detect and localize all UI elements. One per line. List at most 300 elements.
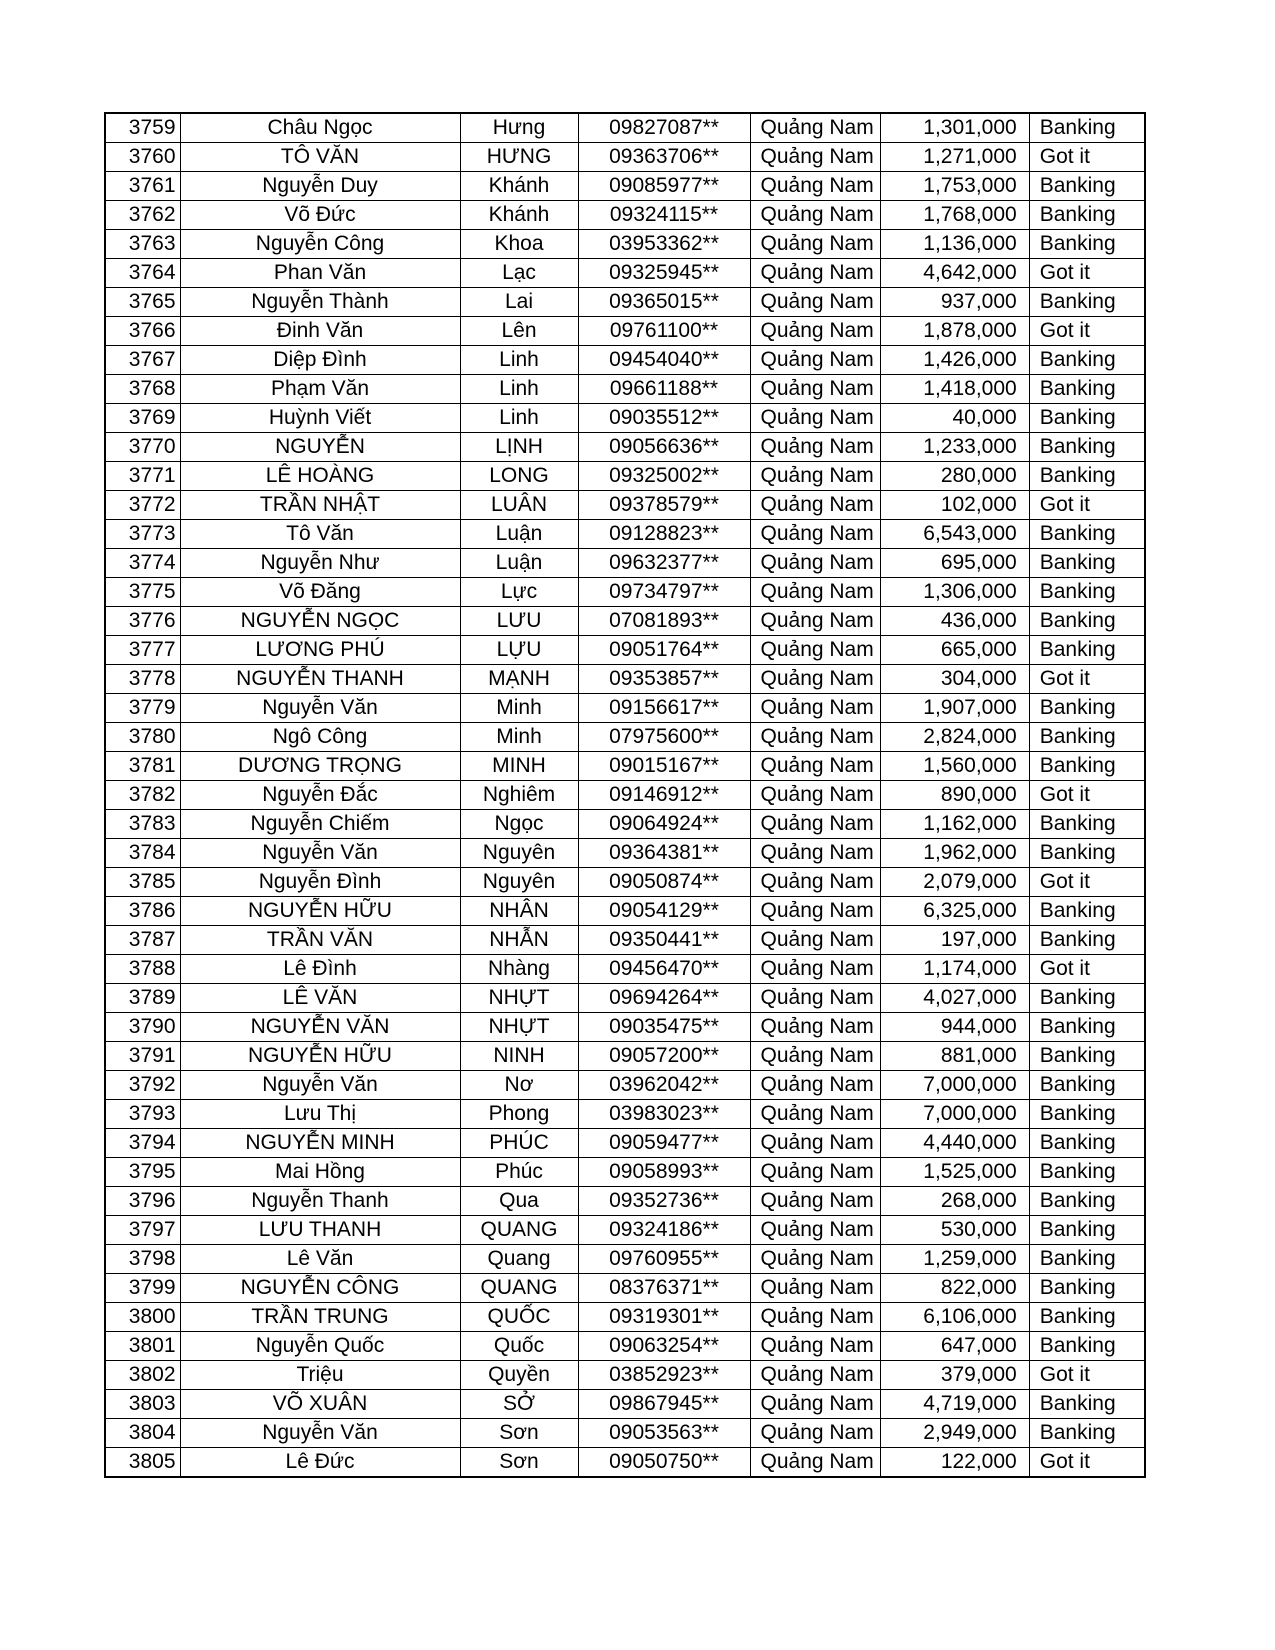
province-cell: Quảng Nam bbox=[750, 1448, 880, 1478]
last-name-cell: VÕ XUÂN bbox=[180, 1390, 460, 1419]
first-name-cell: Nơ bbox=[460, 1071, 578, 1100]
first-name-cell: Quốc bbox=[460, 1332, 578, 1361]
row-number-cell: 3761 bbox=[105, 172, 180, 201]
phone-cell: 09761100** bbox=[578, 317, 750, 346]
row-number-cell: 3778 bbox=[105, 665, 180, 694]
table-row bbox=[105, 230, 1145, 259]
last-name-cell: Nguyễn Quốc bbox=[180, 1332, 460, 1361]
first-name-cell: Phúc bbox=[460, 1158, 578, 1187]
table-row bbox=[105, 752, 1145, 781]
last-name-cell: NGUYỄN HỮU bbox=[180, 1042, 460, 1071]
phone-cell: 09364381** bbox=[578, 839, 750, 868]
amount-cell: 7,000,000 bbox=[880, 1100, 1029, 1129]
first-name-cell: NHỰT bbox=[460, 984, 578, 1013]
first-name-cell: Lực bbox=[460, 578, 578, 607]
amount-cell: 1,259,000 bbox=[880, 1245, 1029, 1274]
row-number-cell: 3788 bbox=[105, 955, 180, 984]
status-cell: Banking bbox=[1029, 1245, 1145, 1274]
province-cell: Quảng Nam bbox=[750, 839, 880, 868]
amount-cell: 1,426,000 bbox=[880, 346, 1029, 375]
phone-cell: 09085977** bbox=[578, 172, 750, 201]
status-cell: Banking bbox=[1029, 230, 1145, 259]
last-name-cell: Ngô Công bbox=[180, 723, 460, 752]
province-cell: Quảng Nam bbox=[750, 810, 880, 839]
row-number-cell: 3787 bbox=[105, 926, 180, 955]
amount-cell: 4,642,000 bbox=[880, 259, 1029, 288]
first-name-cell: Sơn bbox=[460, 1419, 578, 1448]
amount-cell: 1,560,000 bbox=[880, 752, 1029, 781]
first-name-cell: LONG bbox=[460, 462, 578, 491]
row-number-cell: 3768 bbox=[105, 375, 180, 404]
province-cell: Quảng Nam bbox=[750, 1216, 880, 1245]
first-name-cell: Khánh bbox=[460, 172, 578, 201]
table-row bbox=[105, 317, 1145, 346]
first-name-cell: QUANG bbox=[460, 1216, 578, 1245]
amount-cell: 944,000 bbox=[880, 1013, 1029, 1042]
amount-cell: 1,962,000 bbox=[880, 839, 1029, 868]
first-name-cell: NHỰT bbox=[460, 1013, 578, 1042]
row-number-cell: 3800 bbox=[105, 1303, 180, 1332]
amount-cell: 1,233,000 bbox=[880, 433, 1029, 462]
province-cell: Quảng Nam bbox=[750, 897, 880, 926]
row-number-cell: 3799 bbox=[105, 1274, 180, 1303]
amount-cell: 268,000 bbox=[880, 1187, 1029, 1216]
province-cell: Quảng Nam bbox=[750, 491, 880, 520]
table-row bbox=[105, 636, 1145, 665]
phone-cell: 09867945** bbox=[578, 1390, 750, 1419]
province-cell: Quảng Nam bbox=[750, 346, 880, 375]
status-cell: Got it bbox=[1029, 1448, 1145, 1478]
phone-cell: 09352736** bbox=[578, 1187, 750, 1216]
phone-cell: 09378579** bbox=[578, 491, 750, 520]
amount-cell: 1,174,000 bbox=[880, 955, 1029, 984]
table-row bbox=[105, 578, 1145, 607]
phone-cell: 09661188** bbox=[578, 375, 750, 404]
status-cell: Banking bbox=[1029, 578, 1145, 607]
last-name-cell: Nguyễn Duy bbox=[180, 172, 460, 201]
status-cell: Banking bbox=[1029, 346, 1145, 375]
table-row bbox=[105, 1158, 1145, 1187]
phone-cell: 09827087** bbox=[578, 113, 750, 143]
status-cell: Banking bbox=[1029, 694, 1145, 723]
table-row bbox=[105, 1129, 1145, 1158]
amount-cell: 2,824,000 bbox=[880, 723, 1029, 752]
status-cell: Banking bbox=[1029, 1013, 1145, 1042]
first-name-cell: Hưng bbox=[460, 113, 578, 143]
row-number-cell: 3775 bbox=[105, 578, 180, 607]
province-cell: Quảng Nam bbox=[750, 172, 880, 201]
province-cell: Quảng Nam bbox=[750, 607, 880, 636]
status-cell: Banking bbox=[1029, 462, 1145, 491]
table-row bbox=[105, 1448, 1145, 1478]
status-cell: Banking bbox=[1029, 201, 1145, 230]
last-name-cell: Nguyễn Công bbox=[180, 230, 460, 259]
row-number-cell: 3772 bbox=[105, 491, 180, 520]
phone-cell: 03983023** bbox=[578, 1100, 750, 1129]
table-row bbox=[105, 375, 1145, 404]
last-name-cell: TRẦN VĂN bbox=[180, 926, 460, 955]
first-name-cell: Quang bbox=[460, 1245, 578, 1274]
row-number-cell: 3764 bbox=[105, 259, 180, 288]
status-cell: Banking bbox=[1029, 839, 1145, 868]
amount-cell: 665,000 bbox=[880, 636, 1029, 665]
first-name-cell: NHẪN bbox=[460, 926, 578, 955]
first-name-cell: Khánh bbox=[460, 201, 578, 230]
status-cell: Banking bbox=[1029, 1071, 1145, 1100]
status-cell: Banking bbox=[1029, 752, 1145, 781]
first-name-cell: LỊNH bbox=[460, 433, 578, 462]
amount-cell: 304,000 bbox=[880, 665, 1029, 694]
first-name-cell: Lai bbox=[460, 288, 578, 317]
table-row bbox=[105, 404, 1145, 433]
province-cell: Quảng Nam bbox=[750, 636, 880, 665]
table-row bbox=[105, 1013, 1145, 1042]
last-name-cell: NGUYỄN NGỌC bbox=[180, 607, 460, 636]
row-number-cell: 3796 bbox=[105, 1187, 180, 1216]
row-number-cell: 3785 bbox=[105, 868, 180, 897]
province-cell: Quảng Nam bbox=[750, 1419, 880, 1448]
table-row bbox=[105, 868, 1145, 897]
row-number-cell: 3791 bbox=[105, 1042, 180, 1071]
phone-cell: 09056636** bbox=[578, 433, 750, 462]
row-number-cell: 3793 bbox=[105, 1100, 180, 1129]
amount-cell: 1,271,000 bbox=[880, 143, 1029, 172]
last-name-cell: Nguyễn Văn bbox=[180, 1419, 460, 1448]
table-row bbox=[105, 172, 1145, 201]
row-number-cell: 3802 bbox=[105, 1361, 180, 1390]
first-name-cell: Qua bbox=[460, 1187, 578, 1216]
table-row bbox=[105, 955, 1145, 984]
status-cell: Got it bbox=[1029, 868, 1145, 897]
last-name-cell: Nguyễn Văn bbox=[180, 1071, 460, 1100]
province-cell: Quảng Nam bbox=[750, 230, 880, 259]
province-cell: Quảng Nam bbox=[750, 1332, 880, 1361]
row-number-cell: 3784 bbox=[105, 839, 180, 868]
amount-cell: 530,000 bbox=[880, 1216, 1029, 1245]
phone-cell: 09050750** bbox=[578, 1448, 750, 1478]
last-name-cell: Châu Ngọc bbox=[180, 113, 460, 143]
phone-cell: 09324186** bbox=[578, 1216, 750, 1245]
status-cell: Got it bbox=[1029, 259, 1145, 288]
first-name-cell: HƯNG bbox=[460, 143, 578, 172]
phone-cell: 09050874** bbox=[578, 868, 750, 897]
row-number-cell: 3774 bbox=[105, 549, 180, 578]
amount-cell: 1,525,000 bbox=[880, 1158, 1029, 1187]
status-cell: Banking bbox=[1029, 926, 1145, 955]
status-cell: Banking bbox=[1029, 520, 1145, 549]
amount-cell: 4,719,000 bbox=[880, 1390, 1029, 1419]
table-row bbox=[105, 259, 1145, 288]
phone-cell: 03953362** bbox=[578, 230, 750, 259]
row-number-cell: 3781 bbox=[105, 752, 180, 781]
last-name-cell: Nguyễn Văn bbox=[180, 839, 460, 868]
province-cell: Quảng Nam bbox=[750, 723, 880, 752]
phone-cell: 09454040** bbox=[578, 346, 750, 375]
amount-cell: 2,079,000 bbox=[880, 868, 1029, 897]
province-cell: Quảng Nam bbox=[750, 1129, 880, 1158]
province-cell: Quảng Nam bbox=[750, 868, 880, 897]
amount-cell: 881,000 bbox=[880, 1042, 1029, 1071]
phone-cell: 09054129** bbox=[578, 897, 750, 926]
status-cell: Banking bbox=[1029, 1129, 1145, 1158]
row-number-cell: 3773 bbox=[105, 520, 180, 549]
row-number-cell: 3804 bbox=[105, 1419, 180, 1448]
first-name-cell: SỞ bbox=[460, 1390, 578, 1419]
table-row bbox=[105, 1332, 1145, 1361]
status-cell: Banking bbox=[1029, 1332, 1145, 1361]
first-name-cell: NHÂN bbox=[460, 897, 578, 926]
amount-cell: 890,000 bbox=[880, 781, 1029, 810]
table-row bbox=[105, 288, 1145, 317]
row-number-cell: 3782 bbox=[105, 781, 180, 810]
phone-cell: 09146912** bbox=[578, 781, 750, 810]
amount-cell: 122,000 bbox=[880, 1448, 1029, 1478]
last-name-cell: Nguyễn Văn bbox=[180, 694, 460, 723]
province-cell: Quảng Nam bbox=[750, 520, 880, 549]
first-name-cell: Ngọc bbox=[460, 810, 578, 839]
phone-cell: 09156617** bbox=[578, 694, 750, 723]
status-cell: Banking bbox=[1029, 288, 1145, 317]
phone-cell: 09057200** bbox=[578, 1042, 750, 1071]
amount-cell: 6,543,000 bbox=[880, 520, 1029, 549]
table-row bbox=[105, 346, 1145, 375]
first-name-cell: Nguyên bbox=[460, 868, 578, 897]
table-row bbox=[105, 897, 1145, 926]
phone-cell: 09324115** bbox=[578, 201, 750, 230]
phone-cell: 09051764** bbox=[578, 636, 750, 665]
amount-cell: 1,301,000 bbox=[880, 113, 1029, 143]
row-number-cell: 3766 bbox=[105, 317, 180, 346]
table-row bbox=[105, 1274, 1145, 1303]
status-cell: Banking bbox=[1029, 810, 1145, 839]
first-name-cell: QUANG bbox=[460, 1274, 578, 1303]
province-cell: Quảng Nam bbox=[750, 1158, 880, 1187]
phone-cell: 07081893** bbox=[578, 607, 750, 636]
amount-cell: 1,878,000 bbox=[880, 317, 1029, 346]
status-cell: Banking bbox=[1029, 607, 1145, 636]
amount-cell: 4,027,000 bbox=[880, 984, 1029, 1013]
province-cell: Quảng Nam bbox=[750, 578, 880, 607]
province-cell: Quảng Nam bbox=[750, 317, 880, 346]
row-number-cell: 3797 bbox=[105, 1216, 180, 1245]
first-name-cell: MINH bbox=[460, 752, 578, 781]
phone-cell: 09053563** bbox=[578, 1419, 750, 1448]
table-row bbox=[105, 607, 1145, 636]
first-name-cell: LỰU bbox=[460, 636, 578, 665]
phone-cell: 03852923** bbox=[578, 1361, 750, 1390]
phone-cell: 09064924** bbox=[578, 810, 750, 839]
last-name-cell: NGUYỄN MINH bbox=[180, 1129, 460, 1158]
table-row bbox=[105, 1303, 1145, 1332]
row-number-cell: 3789 bbox=[105, 984, 180, 1013]
status-cell: Got it bbox=[1029, 665, 1145, 694]
row-number-cell: 3790 bbox=[105, 1013, 180, 1042]
phone-cell: 09350441** bbox=[578, 926, 750, 955]
row-number-cell: 3792 bbox=[105, 1071, 180, 1100]
first-name-cell: MẠNH bbox=[460, 665, 578, 694]
last-name-cell: Huỳnh Viết bbox=[180, 404, 460, 433]
amount-cell: 436,000 bbox=[880, 607, 1029, 636]
province-cell: Quảng Nam bbox=[750, 259, 880, 288]
province-cell: Quảng Nam bbox=[750, 462, 880, 491]
phone-cell: 09063254** bbox=[578, 1332, 750, 1361]
last-name-cell: TRẦN TRUNG bbox=[180, 1303, 460, 1332]
table-row bbox=[105, 1187, 1145, 1216]
last-name-cell: Đinh Văn bbox=[180, 317, 460, 346]
last-name-cell: Lê Văn bbox=[180, 1245, 460, 1274]
status-cell: Banking bbox=[1029, 897, 1145, 926]
phone-cell: 09035512** bbox=[578, 404, 750, 433]
amount-cell: 102,000 bbox=[880, 491, 1029, 520]
province-cell: Quảng Nam bbox=[750, 665, 880, 694]
amount-cell: 937,000 bbox=[880, 288, 1029, 317]
first-name-cell: PHÚC bbox=[460, 1129, 578, 1158]
last-name-cell: LƯU THANH bbox=[180, 1216, 460, 1245]
status-cell: Banking bbox=[1029, 1303, 1145, 1332]
last-name-cell: LÊ VĂN bbox=[180, 984, 460, 1013]
phone-cell: 09035475** bbox=[578, 1013, 750, 1042]
last-name-cell: Nguyễn Chiếm bbox=[180, 810, 460, 839]
table-row bbox=[105, 665, 1145, 694]
amount-cell: 40,000 bbox=[880, 404, 1029, 433]
status-cell: Banking bbox=[1029, 1187, 1145, 1216]
table-body bbox=[105, 113, 1145, 1477]
status-cell: Banking bbox=[1029, 1419, 1145, 1448]
row-number-cell: 3779 bbox=[105, 694, 180, 723]
first-name-cell: Lạc bbox=[460, 259, 578, 288]
province-cell: Quảng Nam bbox=[750, 984, 880, 1013]
province-cell: Quảng Nam bbox=[750, 375, 880, 404]
first-name-cell: Luận bbox=[460, 549, 578, 578]
status-cell: Banking bbox=[1029, 1042, 1145, 1071]
last-name-cell: Triệu bbox=[180, 1361, 460, 1390]
table-row bbox=[105, 433, 1145, 462]
province-cell: Quảng Nam bbox=[750, 1274, 880, 1303]
province-cell: Quảng Nam bbox=[750, 1390, 880, 1419]
row-number-cell: 3786 bbox=[105, 897, 180, 926]
last-name-cell: Nguyễn Như bbox=[180, 549, 460, 578]
status-cell: Banking bbox=[1029, 1216, 1145, 1245]
amount-cell: 1,907,000 bbox=[880, 694, 1029, 723]
status-cell: Banking bbox=[1029, 1158, 1145, 1187]
last-name-cell: TRẦN NHẬT bbox=[180, 491, 460, 520]
phone-cell: 09760955** bbox=[578, 1245, 750, 1274]
first-name-cell: Nhàng bbox=[460, 955, 578, 984]
table-row bbox=[105, 1361, 1145, 1390]
phone-cell: 09319301** bbox=[578, 1303, 750, 1332]
table-row bbox=[105, 113, 1145, 143]
row-number-cell: 3770 bbox=[105, 433, 180, 462]
province-cell: Quảng Nam bbox=[750, 781, 880, 810]
amount-cell: 379,000 bbox=[880, 1361, 1029, 1390]
phone-cell: 09363706** bbox=[578, 143, 750, 172]
table-row bbox=[105, 839, 1145, 868]
last-name-cell: Diệp Đình bbox=[180, 346, 460, 375]
row-number-cell: 3765 bbox=[105, 288, 180, 317]
phone-cell: 09734797** bbox=[578, 578, 750, 607]
status-cell: Banking bbox=[1029, 172, 1145, 201]
first-name-cell: Linh bbox=[460, 375, 578, 404]
phone-cell: 09325945** bbox=[578, 259, 750, 288]
phone-cell: 09632377** bbox=[578, 549, 750, 578]
row-number-cell: 3794 bbox=[105, 1129, 180, 1158]
last-name-cell: Võ Đăng bbox=[180, 578, 460, 607]
status-cell: Banking bbox=[1029, 1390, 1145, 1419]
amount-cell: 6,325,000 bbox=[880, 897, 1029, 926]
table-row bbox=[105, 1419, 1145, 1448]
province-cell: Quảng Nam bbox=[750, 1013, 880, 1042]
row-number-cell: 3771 bbox=[105, 462, 180, 491]
status-cell: Got it bbox=[1029, 955, 1145, 984]
province-cell: Quảng Nam bbox=[750, 1042, 880, 1071]
province-cell: Quảng Nam bbox=[750, 1303, 880, 1332]
table-row bbox=[105, 984, 1145, 1013]
amount-cell: 7,000,000 bbox=[880, 1071, 1029, 1100]
phone-cell: 09015167** bbox=[578, 752, 750, 781]
first-name-cell: Khoa bbox=[460, 230, 578, 259]
last-name-cell: Nguyễn Thanh bbox=[180, 1187, 460, 1216]
phone-cell: 08376371** bbox=[578, 1274, 750, 1303]
status-cell: Banking bbox=[1029, 723, 1145, 752]
last-name-cell: Võ Đức bbox=[180, 201, 460, 230]
province-cell: Quảng Nam bbox=[750, 404, 880, 433]
row-number-cell: 3777 bbox=[105, 636, 180, 665]
amount-cell: 822,000 bbox=[880, 1274, 1029, 1303]
first-name-cell: Minh bbox=[460, 694, 578, 723]
table-row bbox=[105, 1100, 1145, 1129]
province-cell: Quảng Nam bbox=[750, 694, 880, 723]
phone-cell: 09353857** bbox=[578, 665, 750, 694]
table-row bbox=[105, 1390, 1145, 1419]
row-number-cell: 3795 bbox=[105, 1158, 180, 1187]
last-name-cell: LÊ HOÀNG bbox=[180, 462, 460, 491]
status-cell: Banking bbox=[1029, 984, 1145, 1013]
row-number-cell: 3769 bbox=[105, 404, 180, 433]
province-cell: Quảng Nam bbox=[750, 201, 880, 230]
table-row bbox=[105, 143, 1145, 172]
status-cell: Got it bbox=[1029, 317, 1145, 346]
phone-cell: 09456470** bbox=[578, 955, 750, 984]
phone-cell: 09325002** bbox=[578, 462, 750, 491]
status-cell: Banking bbox=[1029, 1100, 1145, 1129]
last-name-cell: Lê Đức bbox=[180, 1448, 460, 1478]
row-number-cell: 3763 bbox=[105, 230, 180, 259]
table-row bbox=[105, 1042, 1145, 1071]
province-cell: Quảng Nam bbox=[750, 955, 880, 984]
row-number-cell: 3801 bbox=[105, 1332, 180, 1361]
amount-cell: 197,000 bbox=[880, 926, 1029, 955]
table-row bbox=[105, 1071, 1145, 1100]
table-row bbox=[105, 201, 1145, 230]
last-name-cell: Lê Đình bbox=[180, 955, 460, 984]
amount-cell: 1,136,000 bbox=[880, 230, 1029, 259]
province-cell: Quảng Nam bbox=[750, 1187, 880, 1216]
status-cell: Got it bbox=[1029, 1361, 1145, 1390]
last-name-cell: Mai Hồng bbox=[180, 1158, 460, 1187]
province-cell: Quảng Nam bbox=[750, 1245, 880, 1274]
first-name-cell: LUÂN bbox=[460, 491, 578, 520]
row-number-cell: 3780 bbox=[105, 723, 180, 752]
amount-cell: 6,106,000 bbox=[880, 1303, 1029, 1332]
province-cell: Quảng Nam bbox=[750, 1361, 880, 1390]
amount-cell: 1,306,000 bbox=[880, 578, 1029, 607]
first-name-cell: Minh bbox=[460, 723, 578, 752]
amount-cell: 4,440,000 bbox=[880, 1129, 1029, 1158]
table-row bbox=[105, 462, 1145, 491]
status-cell: Banking bbox=[1029, 1274, 1145, 1303]
first-name-cell: Sơn bbox=[460, 1448, 578, 1478]
first-name-cell: QUỐC bbox=[460, 1303, 578, 1332]
